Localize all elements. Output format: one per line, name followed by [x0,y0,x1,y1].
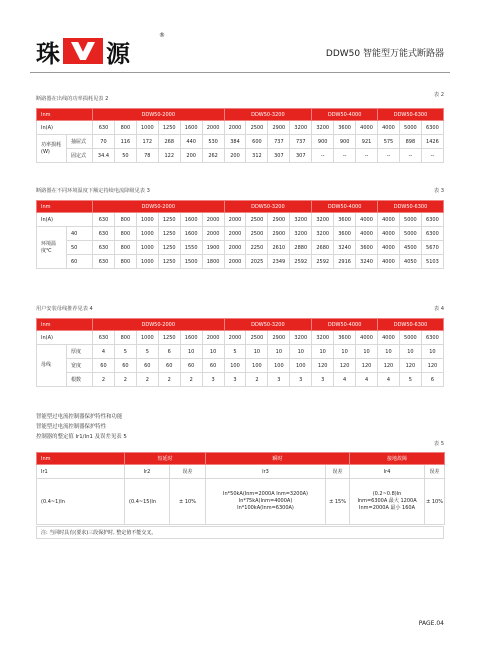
t2-cell: -- [356,149,378,163]
page-number: PAGE.04 [418,620,444,627]
t4-cell: 100 [246,359,268,373]
t3-cell: 2680 [312,241,334,255]
t4-cell: 6 [158,345,180,359]
t4-cell: 2 [136,373,158,387]
t4-in-cell: 2900 [268,331,290,345]
brand-logo [36,32,165,68]
t2-in-cell: 1250 [158,121,180,135]
t2-cell: 440 [180,135,202,149]
t4-in-cell: 3200 [290,331,312,345]
t4-cell: 120 [334,359,356,373]
t2-row-group-label: 功率损耗(W) [37,135,67,163]
t4-in-cell: 3600 [334,331,356,345]
t2-in-cell: 1600 [180,121,202,135]
t3-cell: 2000 [224,255,246,269]
protection-text [36,412,127,442]
t3-cell: 2916 [334,255,356,269]
table4 [36,318,444,387]
t3-in-cell: 3200 [312,213,334,227]
t3-cell: 5000 [399,227,421,241]
t2-cell: 34.4 [93,149,115,163]
t3-in-cell: 4000 [356,213,378,227]
t2-in-cell: 4000 [378,121,400,135]
t5-val-ir1: (0.4~1)In [37,479,125,525]
t4-in-cell: 5000 [399,331,421,345]
t2-cell: 307 [268,149,290,163]
t3-cell: 2610 [268,241,290,255]
t2-cell: -- [378,149,400,163]
t2-cell: 312 [246,149,268,163]
t4-cell: 3 [268,373,290,387]
t4-cell: 4 [93,345,115,359]
t4-in-cell: 1250 [158,331,180,345]
protection-line-1: 智能型过电流控制器保护特性和功能 [36,414,123,420]
t3-cell: 2592 [290,255,312,269]
t2-group-header: Inm [37,109,93,121]
t4-cell: 10 [180,345,202,359]
t2-cell: -- [312,149,334,163]
t5-val-ir4 [350,479,425,525]
t3-in-cell: 800 [114,213,136,227]
t4-cell: 100 [268,359,290,373]
t4-row-label: 厚度 [67,345,93,359]
t4-cell: 2 [180,373,202,387]
t4-cell: 5 [114,345,136,359]
t2-in-cell: 5000 [399,121,421,135]
t3-group-header: DDW50-3200 [224,201,312,213]
t2-cell: 575 [378,135,400,149]
table2-number: 表 2 [433,92,444,98]
t2-cell: 172 [136,135,158,149]
t5-sub-ir2: Ir2 [125,465,170,479]
t2-row-label: 抽屉式 [67,135,93,149]
t4-cell: 2 [93,373,115,387]
t2-in-cell: 2900 [268,121,290,135]
t2-cell: 262 [202,149,224,163]
t3-cell: 3200 [290,227,312,241]
t3-cell: 2349 [268,255,290,269]
t4-cell: 60 [93,359,115,373]
t2-cell: 307 [290,149,312,163]
t4-cell: 60 [180,359,202,373]
table2-title: 断路器在出线的功率损耗见表 2 [36,96,109,102]
t3-cell: 2592 [312,255,334,269]
t4-cell: 4 [378,373,400,387]
t3-cell: 2000 [202,227,224,241]
t4-row-label: 根数 [67,373,93,387]
t5-head-inm: Inm [37,453,125,465]
t2-in-cell: 3600 [334,121,356,135]
t3-cell: 3200 [312,227,334,241]
t3-in-cell: 2000 [202,213,224,227]
t5-val-err2: ± 15% [326,479,350,525]
t3-cell: 3240 [334,241,356,255]
t4-in-label: In(A) [37,331,93,345]
t4-cell: 120 [399,359,421,373]
t4-cell: 10 [399,345,421,359]
t4-cell: 4 [334,373,356,387]
t3-cell: 630 [93,255,115,269]
t4-cell: 120 [312,359,334,373]
t4-cell: 5 [399,373,421,387]
t3-in-cell: 3200 [290,213,312,227]
t3-cell: 800 [114,227,136,241]
t2-cell: 600 [246,135,268,149]
t3-in-cell: 1000 [136,213,158,227]
t2-cell: 900 [312,135,334,149]
t4-in-cell: 4000 [378,331,400,345]
header-divider [30,72,450,73]
t3-cell: 4000 [356,227,378,241]
t4-cell: 2 [246,373,268,387]
t4-cell: 4 [356,373,378,387]
t2-in-label: In(A) [37,121,93,135]
t5-ir3-line: In*50kA(Inm=2000A Inm=3200A) [223,491,309,497]
t5-head-instant: 瞬时 [206,453,350,465]
t4-in-cell: 630 [93,331,115,345]
t3-cell: 1000 [136,227,158,241]
t3-in-cell: 2000 [224,213,246,227]
t2-cell: -- [399,149,421,163]
t4-cell: 5 [136,345,158,359]
t2-group-header: DDW50-6300 [378,109,444,121]
t2-cell: 900 [334,135,356,149]
t3-in-cell: 3600 [334,213,356,227]
t2-cell: 78 [136,149,158,163]
t4-in-cell: 1600 [180,331,202,345]
t4-cell: 100 [290,359,312,373]
t4-group-header: DDW50-2000 [93,319,225,331]
t3-row-label: 60 [67,255,93,269]
t3-cell: 1250 [158,255,180,269]
t2-in-cell: 6300 [421,121,443,135]
t3-in-cell: 6300 [421,213,443,227]
t3-cell: 1550 [180,241,202,255]
t5-sub-ir4: Ir4 [350,465,425,479]
t4-cell: 120 [378,359,400,373]
t4-row-group-label: 母线 [37,345,67,387]
t2-in-cell: 2000 [202,121,224,135]
t5-sub-err2: 误差 [326,465,350,479]
t4-in-cell: 800 [114,331,136,345]
t3-cell: 2880 [290,241,312,255]
t4-cell: 3 [202,373,224,387]
t5-ir4-line: (0.2~0.8)In [372,491,402,497]
t3-in-cell: 1600 [180,213,202,227]
t4-cell: 60 [202,359,224,373]
t3-cell: 5103 [421,255,443,269]
table3-title: 断路器在不同环境温度下额定持续电流降级见表 3 [36,188,150,194]
t2-cell: -- [334,149,356,163]
t3-cell: 4000 [378,227,400,241]
t3-in-cell: 5000 [399,213,421,227]
t3-cell: 2250 [246,241,268,255]
t3-cell: 800 [114,241,136,255]
t3-cell: 1500 [180,255,202,269]
t3-row-group-label: 环境温度℃ [37,227,67,269]
logo-char-left: 珠 [36,38,60,68]
t4-cell: 100 [224,359,246,373]
t3-row-label: 40 [67,227,93,241]
t4-group-header: Inm [37,319,93,331]
t4-in-cell: 2000 [224,331,246,345]
t5-sub-ir1: Ir1 [37,465,125,479]
t3-cell: 3240 [356,255,378,269]
t4-cell: 3 [290,373,312,387]
t2-cell: -- [421,149,443,163]
t2-cell: 200 [224,149,246,163]
t3-group-header: DDW50-4000 [312,201,378,213]
t3-cell: 5670 [421,241,443,255]
t3-cell: 6300 [421,227,443,241]
t2-cell: 1426 [421,135,443,149]
t5-sub-err1: 误差 [170,465,206,479]
t4-cell: 10 [312,345,334,359]
t2-cell: 737 [290,135,312,149]
t3-cell: 1900 [202,241,224,255]
t2-cell: 122 [158,149,180,163]
t3-cell: 1800 [202,255,224,269]
t4-in-cell: 6300 [421,331,443,345]
document-title: DDW50 智能型万能式断路器 [325,49,444,59]
t2-cell: 921 [356,135,378,149]
t3-cell: 630 [93,241,115,255]
t2-cell: 384 [224,135,246,149]
table5 [36,452,445,525]
t5-ir4-line: Inm=2000A 最小 160A [359,505,416,511]
t2-cell: 737 [268,135,290,149]
t3-in-cell: 630 [93,213,115,227]
t5-val-err3: ± 10% [425,479,445,525]
table5-note: 注: 当同时具有(要求)三段保护时, 整定值不能交叉。 [36,526,444,539]
logo-char-right: 源 [106,38,130,68]
t4-cell: 10 [246,345,268,359]
t3-in-cell: 4000 [378,213,400,227]
t3-cell: 4500 [399,241,421,255]
table4-number: 表 4 [433,306,444,312]
t5-head-ground: 接地故障 [350,453,445,465]
t4-in-cell: 4000 [356,331,378,345]
t4-cell: 60 [136,359,158,373]
t4-group-header: DDW50-3200 [224,319,312,331]
table3-number: 表 3 [433,188,444,194]
table5-number: 表 5 [433,441,444,447]
t2-cell: 200 [180,149,202,163]
protection-line-3: 控制器的整定值 Ir1/In1 及误差见表 5 [36,434,127,440]
logo-mark-icon [63,38,103,64]
t5-head-short-delay: 短延时 [125,453,206,465]
t4-in-cell: 1000 [136,331,158,345]
t2-group-header: DDW50-3200 [224,109,312,121]
protection-line-2: 智能型过电流控制器保护特性 [36,424,107,430]
table2 [36,108,444,163]
t4-in-cell: 2000 [202,331,224,345]
t2-in-cell: 3200 [290,121,312,135]
t2-cell: 70 [93,135,115,149]
t4-in-cell: 3200 [312,331,334,345]
t3-cell: 4000 [378,255,400,269]
t4-cell: 10 [202,345,224,359]
t4-cell: 5 [224,345,246,359]
t3-cell: 2500 [246,227,268,241]
t5-val-ir2: (0.4~15)In [125,479,170,525]
t4-cell: 3 [224,373,246,387]
t2-in-cell: 2000 [224,121,246,135]
t5-val-ir3 [206,479,326,525]
t3-in-cell: 2500 [246,213,268,227]
t2-in-cell: 800 [114,121,136,135]
t3-group-header: DDW50-6300 [378,201,444,213]
t4-in-cell: 2500 [246,331,268,345]
t4-cell: 10 [421,345,443,359]
table4-title: 用户安装母线推荐见表 4 [36,306,93,312]
t2-group-header: DDW50-4000 [312,109,378,121]
t3-in-cell: 2900 [268,213,290,227]
t3-group-header: DDW50-2000 [93,201,225,213]
t3-row-label: 50 [67,241,93,255]
t5-val-err1: ± 10% [170,479,206,525]
t2-in-cell: 1000 [136,121,158,135]
t2-in-cell: 630 [93,121,115,135]
t2-in-cell: 3200 [312,121,334,135]
t3-cell: 2000 [224,227,246,241]
t2-cell: 898 [399,135,421,149]
t4-cell: 10 [378,345,400,359]
t3-cell: 2025 [246,255,268,269]
t3-cell: 1600 [180,227,202,241]
t3-cell: 1250 [158,227,180,241]
t3-cell: 630 [93,227,115,241]
t3-cell: 1000 [136,255,158,269]
t2-in-cell: 2500 [246,121,268,135]
t3-group-header: Inm [37,201,93,213]
t5-sub-err3: 误差 [425,465,445,479]
t3-cell: 800 [114,255,136,269]
t4-group-header: DDW50-6300 [378,319,444,331]
t5-sub-ir3: Ir3 [206,465,326,479]
t3-in-label: In(A) [37,213,93,227]
registered-mark: ® [159,32,165,39]
t4-cell: 60 [114,359,136,373]
t4-cell: 2 [114,373,136,387]
t2-group-header: DDW50-2000 [93,109,225,121]
t4-cell: 10 [356,345,378,359]
t2-cell: 116 [114,135,136,149]
t5-ir3-line: In*75kA(Inm=4000A) [238,498,293,504]
t3-cell: 3600 [334,227,356,241]
t2-cell: 50 [114,149,136,163]
t4-group-header: DDW50-4000 [312,319,378,331]
t3-cell: 1250 [158,241,180,255]
t3-cell: 3600 [356,241,378,255]
t3-cell: 1000 [136,241,158,255]
t4-cell: 3 [312,373,334,387]
t4-cell: 120 [421,359,443,373]
t4-row-label: 宽度 [67,359,93,373]
t4-cell: 60 [158,359,180,373]
t3-cell: 4050 [399,255,421,269]
t3-cell: 2000 [224,241,246,255]
t2-cell: 530 [202,135,224,149]
t5-ir4-line: Inm=6300A 最大 1200A [357,498,417,504]
t3-in-cell: 1250 [158,213,180,227]
t2-row-label: 固定式 [67,149,93,163]
t3-cell: 2900 [268,227,290,241]
t4-cell: 120 [356,359,378,373]
table3 [36,200,444,269]
t4-cell: 10 [268,345,290,359]
t4-cell: 10 [334,345,356,359]
t5-ir3-line: In*100kA(Inm=6300A) [237,505,294,511]
t4-cell: 6 [421,373,443,387]
t4-cell: 10 [290,345,312,359]
t2-cell: 268 [158,135,180,149]
t4-cell: 2 [158,373,180,387]
t2-in-cell: 4000 [356,121,378,135]
t3-cell: 4000 [378,241,400,255]
